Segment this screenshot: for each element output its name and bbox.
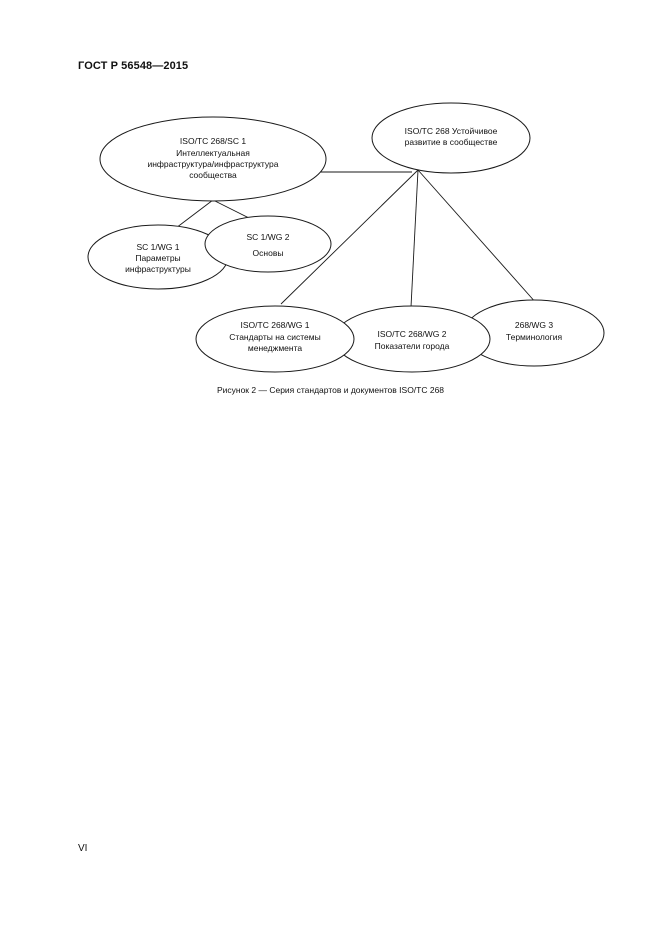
node-wg2-line-2: Показатели города xyxy=(374,341,450,351)
document-header: ГОСТ Р 56548—2015 xyxy=(78,60,189,72)
node-sc1-line-2: Интеллектуальная xyxy=(176,148,250,158)
node-wg3-line-1: 268/WG 3 xyxy=(514,320,554,330)
node-sc1-wg1 xyxy=(88,225,228,289)
node-sc1-wg2-line-2: Основы xyxy=(252,248,284,258)
node-sc1-line-1: ISO/TC 268/SC 1 xyxy=(179,136,247,146)
node-tc268-line-2: развитие в сообществе xyxy=(404,137,498,147)
node-wg1-line-2: Стандарты на системы xyxy=(229,332,321,342)
node-wg1-line-3: менеджмента xyxy=(247,343,303,353)
node-sc1-wg1-line-3: инфраструктуры xyxy=(125,264,191,274)
edge-tc268-wg2 xyxy=(411,170,418,307)
node-sc1 xyxy=(100,117,326,201)
node-sc1-wg1-line-1: SC 1/WG 1 xyxy=(136,242,180,252)
node-wg1-line-1: ISO/TC 268/WG 1 xyxy=(240,320,310,330)
node-sc1-wg2 xyxy=(205,216,331,272)
node-wg2 xyxy=(334,306,490,372)
structure-diagram xyxy=(0,0,661,400)
page-number: VI xyxy=(78,843,88,854)
node-wg3-line-2: Терминология xyxy=(505,332,563,342)
node-sc1-line-4: сообщества xyxy=(189,170,237,180)
node-wg1 xyxy=(196,306,354,372)
node-tc268 xyxy=(372,103,530,173)
node-sc1-wg2-line-1: SC 1/WG 2 xyxy=(246,232,290,242)
node-sc1-wg1-line-2: Параметры xyxy=(135,253,181,263)
edge-tc268-wg3 xyxy=(418,170,537,304)
node-tc268-line-1: ISO/TC 268 Устойчивое xyxy=(404,126,498,136)
node-wg2-line-1: ISO/TC 268/WG 2 xyxy=(377,329,447,339)
figure-caption: Рисунок 2 — Серия стандартов и документов ISO/TC 268 xyxy=(216,385,445,395)
node-sc1-line-3: инфраструктура/инфраструктура xyxy=(147,159,279,169)
